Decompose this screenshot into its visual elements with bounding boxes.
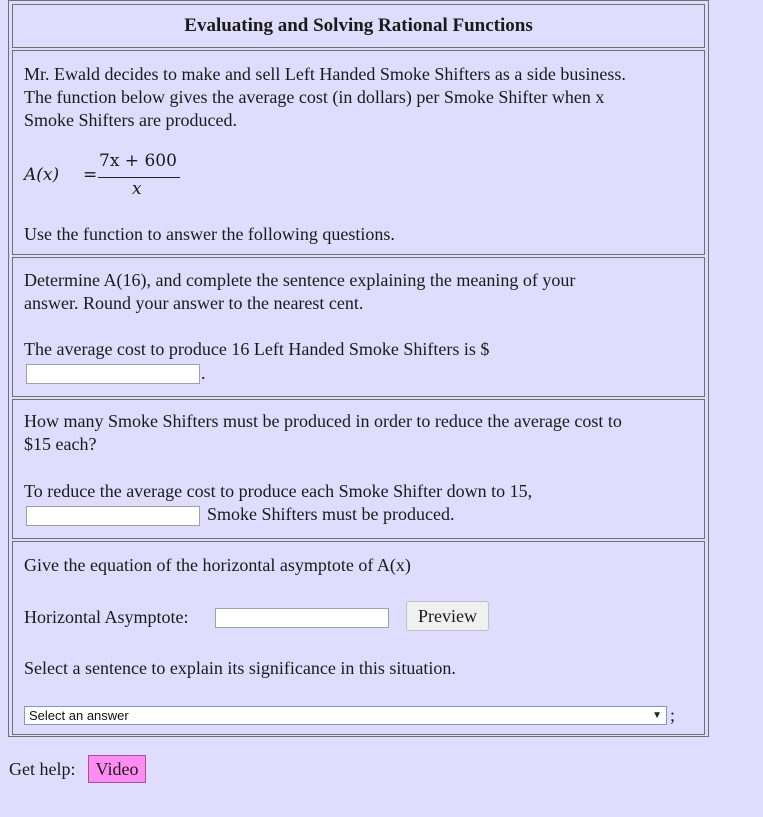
video-button[interactable]: Video bbox=[88, 755, 146, 783]
q1-sentence: The average cost to produce 16 Left Handed Smoke Shifters is $ bbox=[24, 339, 490, 359]
asymptote-label: Horizontal Asymptote: bbox=[24, 607, 189, 627]
select-suffix: ; bbox=[670, 705, 676, 725]
fraction-bar bbox=[98, 177, 180, 178]
intro-line-1: Mr. Ewald decides to make and sell Left Handed Smoke Shifters as a side business. bbox=[24, 64, 626, 84]
q1-line-2: answer. Round your answer to the nearest cent. bbox=[24, 293, 364, 313]
question-1-section bbox=[12, 257, 705, 397]
question-3-section bbox=[12, 541, 705, 735]
q1-suffix: . bbox=[201, 363, 206, 383]
q2-sentence-2: Smoke Shifters must be produced. bbox=[207, 504, 455, 524]
q2-line-1: How many Smoke Shifters must be produced in order to reduce the average cost to bbox=[24, 411, 622, 431]
select-prompt: Select a sentence to explain its significance in this situation. bbox=[24, 658, 456, 678]
q1-answer-input[interactable] bbox=[26, 364, 200, 384]
get-help-label: Get help: bbox=[9, 759, 76, 779]
intro-line-3: Smoke Shifters are produced. bbox=[24, 110, 237, 130]
problem-table bbox=[8, 0, 709, 737]
fraction-denominator: x bbox=[132, 179, 142, 199]
q2-answer-input[interactable] bbox=[26, 506, 200, 526]
answer-select-value: Select an answer bbox=[29, 708, 129, 723]
intro-line-2: The function below gives the average cost (in dollars) per Smoke Shifter when x bbox=[24, 87, 605, 107]
q3-prompt: Give the equation of the horizontal asymptote of A(x) bbox=[24, 555, 411, 575]
q2-sentence-1: To reduce the average cost to produce each Smoke Shifter down to 15, bbox=[24, 481, 533, 501]
chevron-down-icon: ▼ bbox=[652, 710, 662, 721]
question-2-section bbox=[12, 399, 705, 539]
asymptote-input[interactable] bbox=[215, 608, 389, 628]
function-lhs: A(x) bbox=[24, 165, 60, 185]
preview-button[interactable]: Preview bbox=[406, 601, 489, 631]
equals-sign: = bbox=[83, 165, 98, 185]
q2-line-2: $15 each? bbox=[24, 434, 97, 454]
problem-title: Evaluating and Solving Rational Functions bbox=[12, 4, 705, 48]
answer-select[interactable] bbox=[24, 706, 667, 725]
q1-line-1: Determine A(16), and complete the sentence explaining the meaning of your bbox=[24, 270, 576, 290]
intro-instruction: Use the function to answer the following questions. bbox=[24, 224, 395, 244]
fraction-numerator: 7x + 600 bbox=[99, 151, 177, 171]
intro-section bbox=[12, 50, 705, 255]
